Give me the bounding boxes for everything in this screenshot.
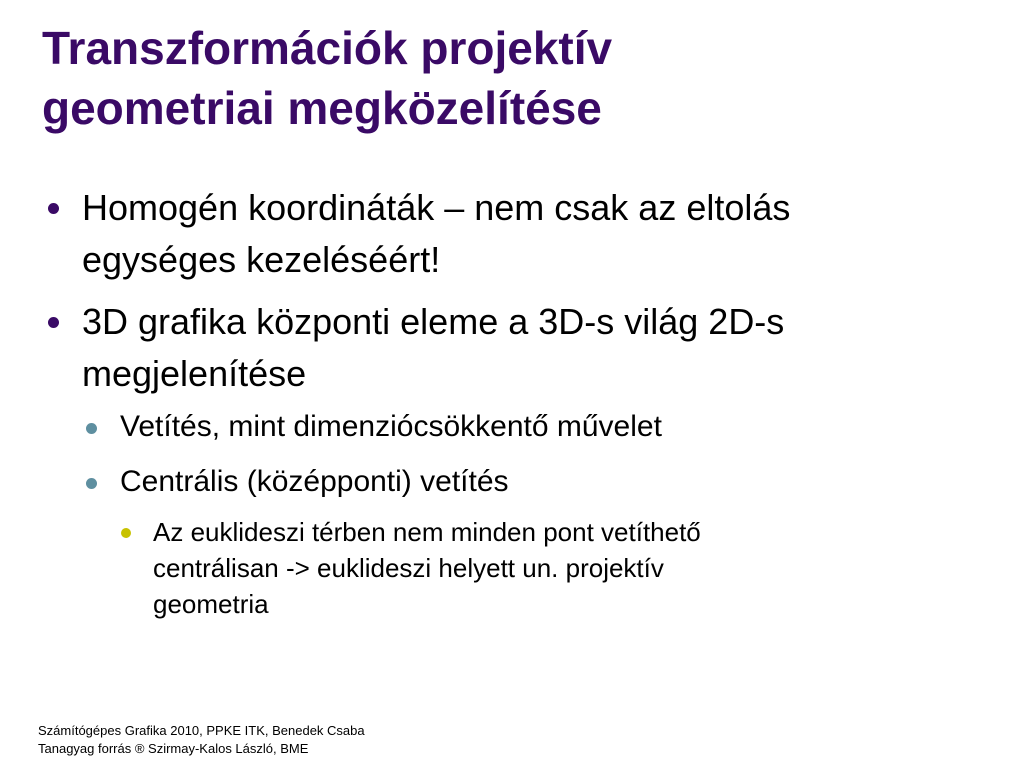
sub-bullet-dot-icon xyxy=(86,423,97,434)
sub-sub-bullet-dot-icon xyxy=(121,528,131,538)
sub-bullet-dot-icon xyxy=(86,478,97,489)
slide-title-line: Transzformációk projektív xyxy=(42,22,613,74)
sub-sub-bullet-text-line: Az euklideszi térben nem minden pont vetíthető xyxy=(153,517,701,547)
bullet-text-line: 3D grafika központi eleme a 3D-s világ 2D-s xyxy=(82,301,785,342)
slide-title-line: geometriai megközelítése xyxy=(42,82,602,134)
sub-sub-bullet-text-line: centrálisan -> euklideszi helyett un. projektív xyxy=(153,553,664,583)
slide-footer xyxy=(38,722,365,758)
bullet-item xyxy=(82,182,962,286)
bullet-dot-icon xyxy=(48,203,59,214)
sub-sub-bullet-item xyxy=(153,514,913,622)
sub-bullet-text: Centrális (középponti) vetítés xyxy=(120,465,509,498)
sub-bullet-item xyxy=(120,407,980,447)
sub-sub-bullet-text-line: geometria xyxy=(153,589,269,619)
bullet-text-line: Homogén koordináták – nem csak az eltolás xyxy=(82,187,791,228)
bullet-item xyxy=(82,296,962,400)
sub-bullet-text: Vetítés, mint dimenziócsökkentő művelet xyxy=(120,410,662,443)
footer-line: Tanagyag forrás ® Szirmay-Kalos László, BME xyxy=(38,741,309,756)
sub-bullet-item xyxy=(120,462,980,502)
bullet-text-line: megjelenítése xyxy=(82,353,307,394)
bullet-text-line: egységes kezeléséért! xyxy=(82,239,441,280)
bullet-dot-icon xyxy=(48,317,59,328)
footer-line: Számítógépes Grafika 2010, PPKE ITK, Benedek Csaba xyxy=(38,723,365,738)
